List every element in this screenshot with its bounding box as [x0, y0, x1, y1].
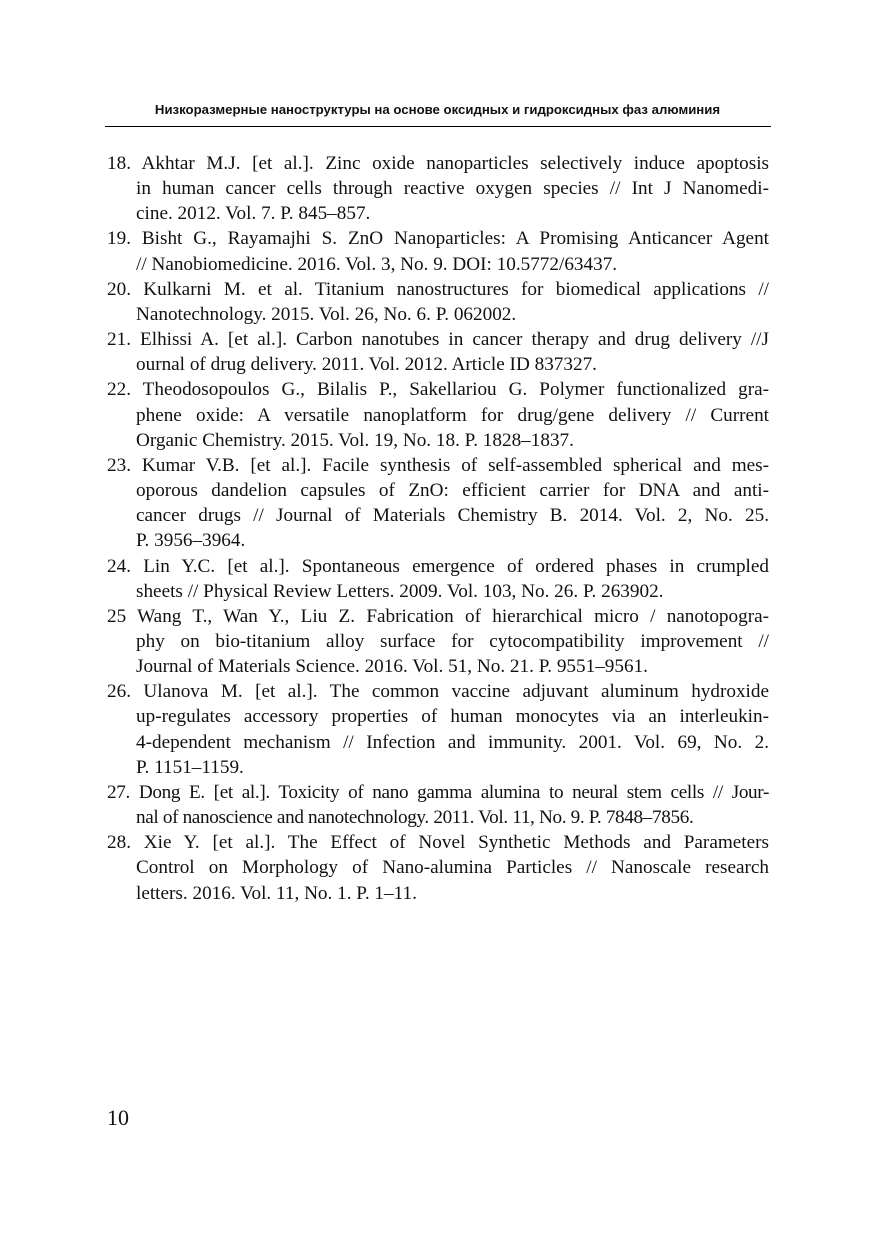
page-number: 10: [107, 1105, 129, 1130]
reference-item-23: [107, 453, 769, 554]
reference-line: 25 Wang T., Wan Y., Liu Z. Fabrication of hierarchical micro / nanotopogra-: [107, 605, 769, 627]
reference-item-21: [107, 327, 769, 377]
reference-line: 4-dependent mechanism // Infection and immunity. 2001. Vol. 69, No. 2.: [136, 731, 769, 753]
reference-list: [107, 151, 769, 906]
reference-line: cine. 2012. Vol. 7. P. 845–857.: [136, 203, 371, 225]
reference-line: sheets // Physical Review Letters. 2009. Vol. 103, No. 26. P. 263902.: [136, 580, 664, 602]
reference-line: cancer drugs // Journal of Materials Chemistry B. 2014. Vol. 2, No. 25.: [136, 505, 769, 527]
reference-line: phy on bio-titanium alloy surface for cytocompatibility improvement //: [136, 630, 769, 652]
reference-line: 22. Theodosopoulos G., Bilalis P., Sakellariou G. Polymer functionalized gra-: [107, 379, 769, 401]
reference-item-22: [107, 377, 769, 452]
reference-item-28: [107, 830, 769, 905]
reference-line: 26. Ulanova M. [et al.]. The common vaccine adjuvant aluminum hydroxide: [107, 681, 769, 703]
reference-line: nal of nanoscience and nanotechnology. 2011. Vol. 11, No. 9. P. 7848–7856.: [136, 807, 694, 829]
reference-line: 27. Dong E. [et al.]. Toxicity of nano gamma alumina to neural stem cells // Jour-: [107, 781, 769, 803]
header-rule: [105, 126, 771, 127]
reference-item-20: [107, 277, 769, 327]
reference-line: 28. Xie Y. [et al.]. The Effect of Novel Synthetic Methods and Parameters: [107, 832, 769, 854]
reference-line: phene oxide: A versatile nanoplatform for drug/gene delivery // Current: [136, 404, 769, 426]
reference-item-26: [107, 679, 769, 780]
reference-item-19: [107, 226, 769, 276]
reference-line: 24. Lin Y.C. [et al.]. Spontaneous emergence of ordered phases in crumpled: [107, 555, 769, 577]
reference-line: P. 3956–3964.: [136, 530, 246, 552]
reference-item-25: [107, 604, 769, 679]
reference-line: Nanotechnology. 2015. Vol. 26, No. 6. P. 062002.: [136, 303, 517, 325]
reference-line: oporous dandelion capsules of ZnO: efficient carrier for DNA and anti-: [136, 480, 769, 502]
reference-line: 18. Akhtar M.J. [et al.]. Zinc oxide nanoparticles selectively induce apoptosis: [107, 153, 769, 174]
reference-line: 21. Elhissi A. [et al.]. Carbon nanotubes in cancer therapy and drug delivery //J: [107, 329, 769, 351]
reference-item-18: [107, 151, 769, 226]
reference-line: P. 1151–1159.: [136, 756, 244, 778]
reference-line: 19. Bisht G., Rayamajhi S. ZnO Nanoparticles: A Promising Anticancer Agent: [107, 228, 769, 250]
running-title: Низкоразмерные наноструктуры на основе оксидных и гидроксидных фаз алюминия: [154, 102, 721, 117]
reference-line: up-regulates accessory properties of human monocytes via an interleukin-: [136, 706, 769, 728]
reference-line: 23. Kumar V.B. [et al.]. Facile synthesis of self-assembled spherical and mes-: [107, 454, 769, 476]
reference-line: 20. Kulkarni M. et al. Titanium nanostructures for biomedical applications //: [107, 278, 769, 300]
reference-line: in human cancer cells through reactive oxygen species // Int J Nanomedi-: [136, 178, 769, 200]
reference-line: Journal of Materials Science. 2016. Vol. 51, No. 21. P. 9551–9561.: [136, 656, 648, 678]
reference-line: Control on Morphology of Nano-alumina Particles // Nanoscale research: [136, 857, 769, 879]
reference-line: letters. 2016. Vol. 11, No. 1. P. 1–11.: [136, 882, 417, 904]
reference-line: ournal of drug delivery. 2011. Vol. 2012. Article ID 837327.: [136, 354, 597, 376]
reference-line: // Nanobiomedicine. 2016. Vol. 3, No. 9. DOI: 10.5772/63437.: [136, 253, 618, 275]
reference-item-24: [107, 554, 769, 604]
reference-item-27: [107, 780, 769, 830]
reference-line: Organic Chemistry. 2015. Vol. 19, No. 18. P. 1828–1837.: [136, 429, 574, 451]
